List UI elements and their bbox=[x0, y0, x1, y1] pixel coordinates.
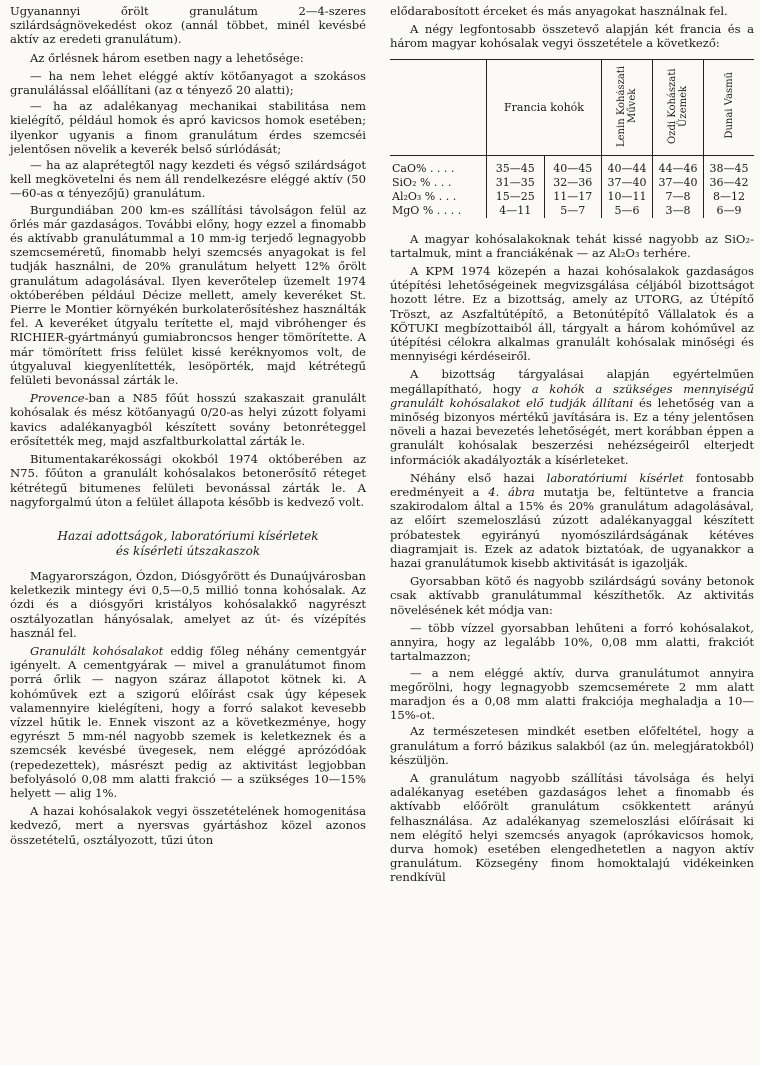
header-dunai-text: Dunai Vasmű bbox=[723, 72, 735, 139]
cell: 38—45 bbox=[704, 155, 755, 176]
paragraph bbox=[10, 391, 366, 448]
cell: 40—45 bbox=[544, 155, 602, 176]
cell: 3—8 bbox=[653, 204, 704, 218]
paragraph: A magyar kohósalakoknak tehát kissé nagyobb az SiO₂-tartalmuk, mint a franciákénak — az Al₂O₃ terhére. bbox=[390, 231, 754, 260]
paragraph-text: és lehetőség van a minőség bizonyos mértékű javítására is. Ez a tény jelentősen növeli a hazai bevezetés lehetőségét, mert korábban éppen a granulált kohósalak beszerzési nehézségeiről elterjedt információk akadályozták a kísérleteket. bbox=[390, 395, 754, 467]
cell: 32—36 bbox=[544, 176, 602, 190]
paragraph: A hazai kohósalakok vegyi összetételének homogenitása kedvező, mert a nyersvas gyártáshoz közel azonos összetételű, osztályozott, tűzi úton bbox=[10, 804, 366, 847]
section-heading bbox=[10, 529, 366, 559]
paragraph bbox=[390, 367, 754, 466]
header-ozd bbox=[653, 59, 704, 155]
cell: 5—6 bbox=[602, 204, 653, 218]
table-header-row bbox=[390, 59, 754, 155]
paragraph-text: Néhány első hazai bbox=[410, 470, 547, 485]
composition-table bbox=[390, 59, 754, 218]
row-label: CaO% . . . . bbox=[392, 162, 455, 176]
paragraph: Az természetesen mindkét esetben előfeltétel, hogy a granulátum a forró bázikus salakból (az ún. melegjáratokból) készüljön. bbox=[390, 724, 754, 767]
list-item: — több vízzel gyorsabban lehűteni a forró kohósalakot, annyira, hogy az legalább 10%, 0,08 mm alatti, frakciót tartalmazzon; bbox=[390, 620, 754, 664]
paragraph: Ugyanannyi őrölt granulátum 2—4-szeres szilárdságnövekedést okoz (annál többet, minél kevésbé aktív az eredeti granulátum). bbox=[10, 4, 366, 47]
section-heading-line-2: és kísérleti útszakaszok bbox=[115, 543, 261, 558]
paragraph: Burgundiában 200 km-es szállítási távolságon felül az őrlés már gazdaságos. További előny, hogy ezzel a finomabb és aktívabb granulátummal a 10 mm-ig terjedő legnagyobb szemcseméretű, finomabb helyi szemcsés anyagokat is fel tudják használni, de 20% granulátum helyett 12% őrölt granulátum adagolásával. Ilyen keverőtelep üzemelt 1974 októberében például Décize mellett, amely keveréket St. Pierre le Montier környékén burkolaterősítéshez használták fel. A keveréket útgyalu terítette el, majd vibróhenger és RICHIER-gyártmányú gumiabroncsos henger tömörítette. A már tömörített friss felület kissé keréknyomos volt, de útgyaluval kiegyenlítették, lesöpörték, majd kétrétegű felületi bevonással zárták le. bbox=[10, 202, 366, 388]
cell: 5—7 bbox=[544, 204, 602, 218]
cell: 7—8 bbox=[653, 190, 704, 204]
emphasis: laboratóriumi kísérlet bbox=[546, 470, 684, 485]
header-lenin-text: Lenin Kohászati Művek bbox=[616, 65, 638, 147]
paragraph-text: eddig főleg néhány cementgyár igényelt. A cementgyárak — mivel a granulátumot finom porrá őrlik — nagyon száraz állapotot kötnek ki. A kohóművek ezt a szigorú előírást csak úgy képesek valamennyire kielégíteni, hogy a forró salakot kevesebb vízzel hűtik le. Ennek viszont az a következménye, hogy egyrészt 5 mm-nél nagyobb szemek is keletkeznek és a szemcsék kevésbé üvegesek, nem eléggé aprózódóak (repedezettek), másrészt pedig az aktivitást legjobban befolyásoló 0,08 mm alatti frakció — a szükséges 10—15% helyett — alig 1%. bbox=[10, 643, 367, 800]
paragraph: A négy legfontosabb összetevő alapján két francia és a három magyar kohósalak vegyi összetétele a következő: bbox=[390, 22, 754, 51]
paragraph-text: A bizottság tárgyalásai alapján egyértelműen megállapítható, hogy bbox=[390, 367, 754, 396]
cell: 11—17 bbox=[544, 190, 602, 204]
paragraph: elődarabosított érceket és más anyagokat használnak fel. bbox=[390, 4, 728, 18]
cell: 37—40 bbox=[653, 176, 704, 190]
left-column bbox=[10, 4, 366, 851]
list-item: — a nem eléggé aktív, durva granulátumot annyira megőrölni, hogy legnagyobb szemcsemérete 2 mm alatt maradjon és a 0,08 mm alatti frakciója meghaladja a 10—15%-ot. bbox=[390, 665, 754, 723]
list-item: — ha az alaprétegtől nagy kezdeti és végső szilárdságot kell megkövetelni és nem áll rendelkezésre eléggé aktív (50—60-as α tényezőjű) granulátum. bbox=[10, 158, 366, 201]
section-heading-line-1: Hazai adottságok, laboratóriumi kísérletek bbox=[57, 528, 319, 543]
list-item: — ha az adalékanyag mechanikai stabilitása nem kielégítő, például homok és apró kavicsos homok esetében; ilyenkor ugyanis a finom granulátum érdes szemcséi jelentősen növelik a keverék belső súrlódását; bbox=[10, 99, 366, 156]
table-row bbox=[390, 176, 754, 190]
row-label: Al₂O₃ % . . . bbox=[392, 190, 457, 204]
paragraph: A KPM 1974 közepén a hazai kohósalakok gazdaságos útépítési lehetőségeinek megvizsgálása céljából bizottságot hozott létre. Ez a bizottság, amely az UTORG, az Útépítő Tröszt, az Aszfaltútépítő, a Betonútépítő Vállalatok és a KÖTUKI megbízottaiból áll, tárgyalt a három kohóművel az útépítési célokra alkalmas granulált kohósalak minőségi és mennyiségi kérdéseiről. bbox=[390, 264, 754, 364]
cell: 36—42 bbox=[704, 176, 755, 190]
right-column bbox=[390, 4, 754, 889]
row-label: MgO % . . . . bbox=[392, 204, 462, 218]
paragraph-text: -ban a N85 főút hosszú szakaszait granulált kohósalak és mész kötőanyagú 0/20-as helyi zúzott folyami kavics adalékanyagból készített sovány betonréteggel erősítették meg, majd aszfaltburkolattal zárták le. bbox=[10, 391, 366, 448]
paragraph bbox=[10, 644, 366, 800]
cell: 44—46 bbox=[653, 155, 704, 176]
cell: 10—11 bbox=[602, 190, 653, 204]
header-lenin bbox=[602, 59, 653, 155]
cell: 35—45 bbox=[487, 155, 545, 176]
row-label: SiO₂ % . . . bbox=[392, 176, 452, 190]
paragraph: Bitumentakarékossági okokból 1974 októberében az N75. főúton a granulált kohósalakos betonerősítő réteget kétrétegű bitumenes felületi bevonással zárták le. A nagyforgalmú úton a felület állapota később is kedvező volt. bbox=[10, 452, 366, 509]
paragraph: Magyarországon, Ózdon, Diósgyőrött és Dunaújvárosban keletkezik mintegy évi 0,5—0,5 millió tonna kohósalak. Az ózdi és a diósgyőri kristályos kohósalakkő nagyrészt osztályozatlan hányósalak, amelyet az út- és vízépítés használ fel. bbox=[10, 568, 366, 640]
figure-reference: 4. ábra bbox=[488, 485, 535, 500]
cell: 40—44 bbox=[602, 155, 653, 176]
cell: 6—9 bbox=[704, 204, 755, 218]
cell: 8—12 bbox=[704, 190, 755, 204]
paragraph: Gyorsabban kötő és nagyobb szilárdságú sovány betonok csak aktívabb granulátummal készíthetők. Az aktivitás növelésének két módja van: bbox=[390, 574, 754, 617]
cell: 31—35 bbox=[487, 176, 545, 190]
paragraph-text: fontosabb eredményeit a bbox=[390, 470, 754, 500]
cell: 37—40 bbox=[602, 176, 653, 190]
emphasis: Provence bbox=[30, 391, 85, 406]
header-ozd-text: Ózdi Kohászati Üzemek bbox=[667, 67, 689, 144]
table-row bbox=[390, 190, 754, 204]
table-corner bbox=[390, 59, 487, 155]
cell: 15—25 bbox=[487, 190, 545, 204]
table-row bbox=[390, 204, 754, 218]
emphasis: a kohók a szükséges mennyiségű granulált kohósalakot elő tudják állítani bbox=[390, 381, 754, 410]
emphasis: Granulált kohósalakot bbox=[30, 643, 164, 658]
paragraph bbox=[390, 471, 754, 570]
list-item: — ha nem lehet eléggé aktív kötőanyagot a szokásos granulálással előállítani (az α tényező 20 alatti); bbox=[10, 68, 366, 98]
paragraph-text: mutatja be, feltüntetve a francia szakirodalom által a 15% és 20% granulátum adagolásával, az előírt szemeloszlású zúzott adalékanyaggal készített próbatestek egyirányú nyomószilárdságának kétéves diagramjait is. Ezek az adatok biztatóak, de ugyanakkor a hazai granulátumok kisebb aktivitását is igazolják. bbox=[390, 485, 754, 571]
cell: 4—11 bbox=[487, 204, 545, 218]
header-dunai bbox=[704, 59, 755, 155]
paragraph: Az őrlésnek három esetben nagy a lehetősége: bbox=[30, 50, 304, 65]
header-french: Francia kohók bbox=[487, 59, 602, 155]
table-row bbox=[390, 155, 754, 176]
paragraph: A granulátum nagyobb szállítási távolsága és helyi adalékanyag esetében gazdaságos lehet a finomabb és aktívabb előőrölt granulátum csökkentett arányú felhasználása. Az adalékanyag szemeloszlási előírásait ki nem elégítő helyi szemcsés anyagok (aprókavicsos homok, durva homok) esetében elengedhetetlen a nagyon aktív granulátum. Közsegény finom homoktalajú vidékeinken rendkívül bbox=[390, 770, 754, 885]
